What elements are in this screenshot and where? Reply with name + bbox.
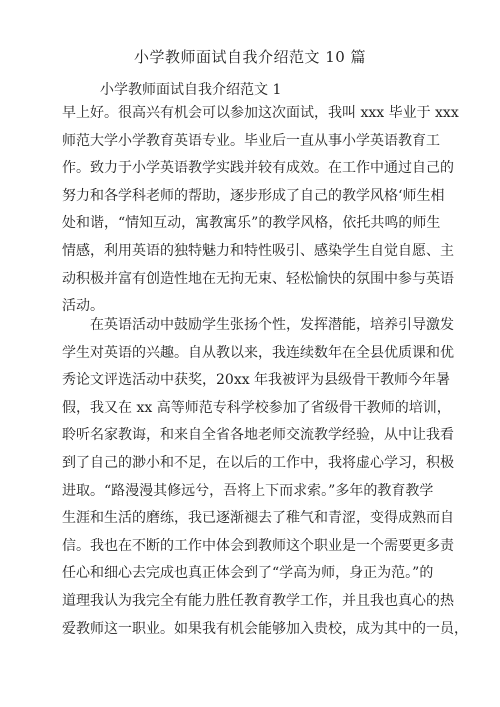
paragraph-line: 秀论文评选活动中获奖，20xx 年我被评为县级骨干教师今年暑 [62, 372, 451, 389]
paragraph-line: 爱教师这一职业。如果我有机会能够加入贵校，成为其中的一员， [62, 620, 468, 637]
paragraph-line: 到了自己的渺小和不足，在以后的工作中，我将虚心学习，积极 [62, 454, 454, 471]
paragraph-line: 努力和各学科老师的帮助，逐步形成了自己的教学风格‘师生相 [62, 187, 445, 204]
paragraph-line: 早上好。很高兴有机会可以参加这次面试，我叫 xxx 毕业于 xxx [62, 105, 459, 121]
paragraph-line: 活动。 [62, 298, 104, 315]
paragraph-2 [62, 312, 468, 643]
paragraph-line: 师范大学小学教育英语专业。毕业后一直从事小学英语教育工 [62, 132, 440, 149]
paragraph-line: 假，我又在 xx 高等师范专科学校参加了省级骨干教师的培训， [62, 399, 451, 416]
paragraph-line: 作。致力于小学英语教学实践并较有成效。在工作中通过自己的 [62, 160, 454, 177]
paragraph-line: 情感，利用英语的独特魅力和特性吸引、感染学生自觉自愿、主 [62, 242, 454, 259]
paragraph-line: 道理我认为我完全有能力胜任教育教学工作，并且我也真心的热 [62, 592, 454, 609]
section-heading: 小学教师面试自我介绍范文 1 [100, 82, 282, 98]
paragraph-line: 任心和细心去完成也真正体会到了“学高为师，身正为范。”的 [62, 565, 434, 582]
paragraph-line: 生涯和生活的磨练，我已逐渐褪去了稚气和青涩，变得成熟而自 [62, 510, 454, 527]
paragraph-line: 聆听名家教诲，和来自全省各地老师交流教学经验，从中让我看 [62, 427, 454, 444]
paragraph-line: 进取。“路漫漫其修远兮，吾将上下而求索。”多年的教育教学 [62, 482, 434, 499]
paragraph-line: 学生对英语的兴趣。自从教以来，我连续数年在全县优质课和优 [62, 344, 454, 361]
paragraph-1 [62, 100, 459, 321]
paragraph-line: 在英语活动中鼓励学生张扬个性，发挥潜能，培养引导激发 [62, 317, 454, 333]
paragraph-line: 处和谐，“情知互动，寓教寓乐”的教学风格，依托共鸣的师生 [62, 215, 441, 232]
document-title: 小学教师面试自我介绍范文 10 篇 [133, 48, 367, 66]
paragraph-line: 动积极并富有创造性地在无拘无束、轻松愉快的氛围中参与英语 [62, 270, 454, 287]
paragraph-line: 信。我也在不断的工作中体会到教师这个职业是一个需要更多责 [62, 537, 454, 554]
